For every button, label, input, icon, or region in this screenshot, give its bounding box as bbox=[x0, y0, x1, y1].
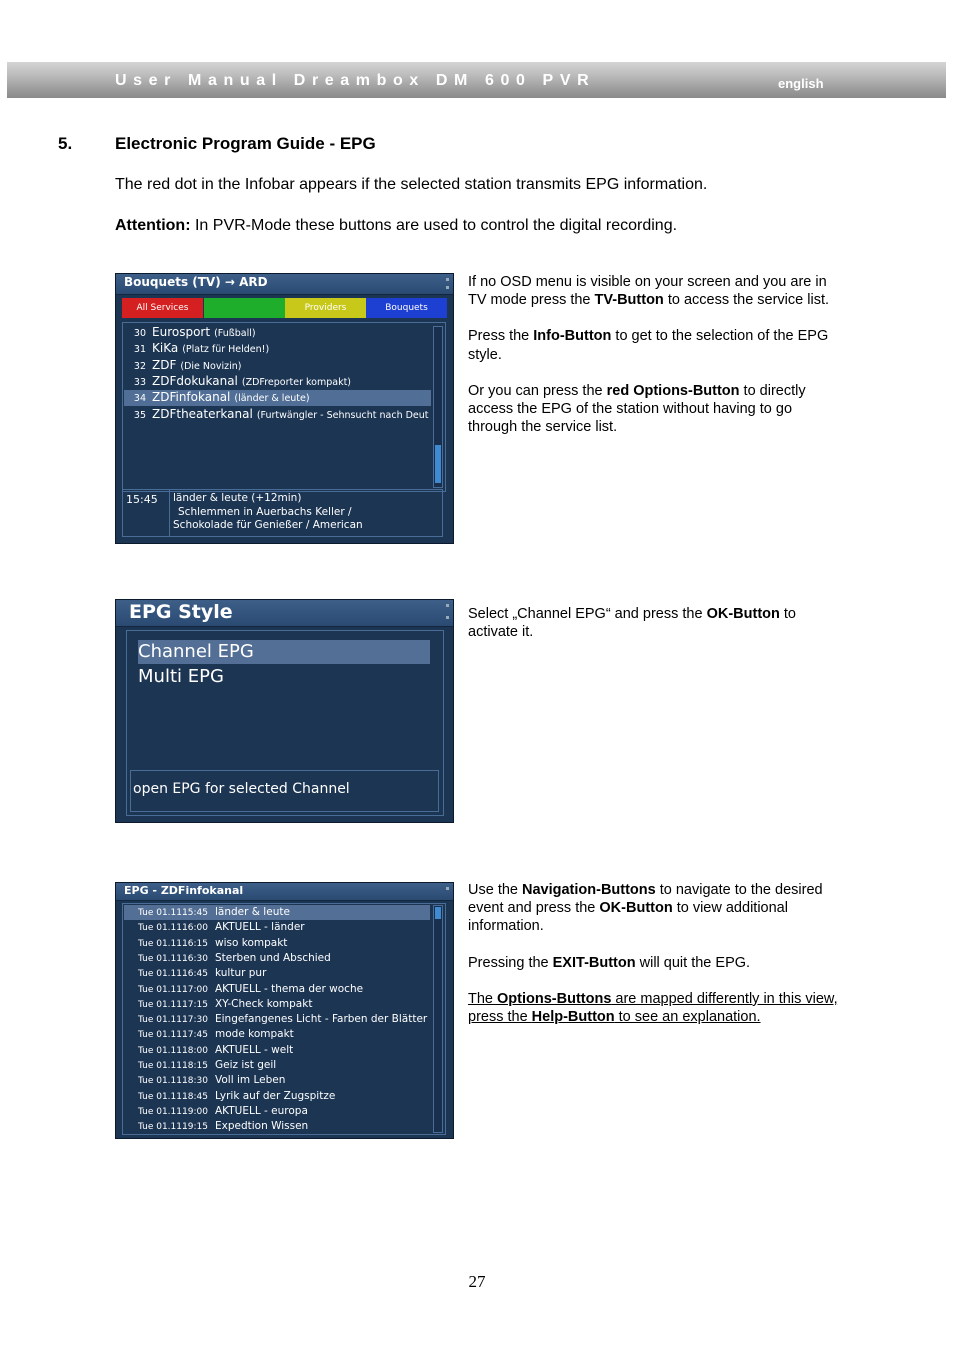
scrollbar-thumb[interactable] bbox=[435, 907, 441, 919]
epg-event-row[interactable] bbox=[124, 1104, 430, 1119]
corner-ornament-icon bbox=[446, 616, 449, 619]
service-event: (Fußball) bbox=[214, 328, 256, 339]
desc-paragraph: If no OSD menu is visible on your screen and you are in TV mode press the TV-Button to access the service list. bbox=[468, 274, 829, 309]
event-date: Tue 01.11. bbox=[138, 938, 185, 949]
channel-epg-description bbox=[468, 881, 840, 1044]
event-title: Sterben und Abschied bbox=[215, 951, 331, 964]
service-name: ZDF bbox=[152, 357, 177, 372]
service-row[interactable] bbox=[124, 390, 431, 406]
corner-ornament-icon bbox=[446, 286, 449, 289]
service-name: KiKa bbox=[152, 341, 179, 356]
section-title: Electronic Program Guide - EPG bbox=[115, 134, 376, 153]
service-event: (ZDFreporter kompakt) bbox=[241, 376, 352, 388]
event-title: AKTUELL - länder bbox=[215, 921, 305, 934]
page-number: 27 bbox=[468, 1272, 486, 1291]
corner-ornament-icon bbox=[446, 604, 449, 607]
epg-event-row[interactable] bbox=[124, 905, 430, 920]
attention-text: In PVR-Mode these buttons are used to control the digital recording. bbox=[190, 217, 678, 234]
service-number: 32 bbox=[133, 360, 146, 372]
channel-epg-title: EPG - ZDFinfokanal bbox=[124, 884, 244, 897]
epg-event-row[interactable] bbox=[124, 1043, 430, 1058]
service-name: ZDFinfokanal bbox=[152, 390, 231, 405]
event-time: 18:45 bbox=[182, 1091, 208, 1102]
event-title: Expedtion Wissen bbox=[215, 1120, 309, 1133]
event-title: Lyrik auf der Zugspitze bbox=[215, 1089, 336, 1102]
epg-event-row[interactable] bbox=[124, 920, 430, 935]
event-date: Tue 01.11. bbox=[138, 1091, 185, 1102]
service-number: 31 bbox=[133, 344, 146, 356]
service-event: (länder & leute) bbox=[234, 393, 310, 405]
event-date: Tue 01.11. bbox=[138, 999, 185, 1010]
epg-event-row[interactable] bbox=[124, 951, 430, 966]
service-name: ZDFtheaterkanal bbox=[152, 406, 253, 421]
epg-style-description bbox=[468, 605, 840, 659]
epg-event-row[interactable] bbox=[124, 1119, 430, 1134]
epg-event-row[interactable] bbox=[124, 997, 430, 1012]
language-label: english bbox=[778, 76, 824, 91]
service-event: (Platz für Helden!) bbox=[182, 344, 270, 356]
event-date: Tue 01.11. bbox=[138, 1015, 185, 1026]
event-time: 18:15 bbox=[182, 1061, 208, 1071]
event-title: mode kompakt bbox=[215, 1028, 294, 1041]
service-row[interactable] bbox=[124, 325, 431, 341]
service-list-title: Bouquets (TV) → ARD bbox=[124, 275, 268, 289]
event-date: Tue 01.11. bbox=[138, 923, 185, 934]
corner-ornament-icon bbox=[446, 278, 449, 281]
intro-paragraph: The red dot in the Infobar appears if the selected station transmits EPG information. bbox=[115, 176, 708, 193]
color-button-1[interactable]: All Services bbox=[122, 298, 203, 318]
epg-event-row[interactable] bbox=[124, 1012, 430, 1027]
event-time: 16:30 bbox=[182, 953, 208, 964]
epg-event-row[interactable] bbox=[124, 1058, 430, 1073]
service-number: 30 bbox=[133, 328, 146, 339]
event-date: Tue 01.11. bbox=[138, 969, 185, 980]
color-button-3[interactable]: Providers bbox=[285, 298, 366, 318]
epg-event-row[interactable] bbox=[124, 1089, 430, 1104]
event-title: Eingefangenes Licht - Farben der Blätter bbox=[215, 1013, 428, 1026]
color-button-2[interactable] bbox=[204, 298, 285, 318]
channel-epg-scrollbar[interactable] bbox=[433, 905, 443, 1133]
service-list-screenshot bbox=[115, 273, 454, 544]
epg-style-hint: open EPG for selected Channel bbox=[133, 781, 350, 797]
service-row[interactable] bbox=[124, 341, 431, 357]
event-time: 18:30 bbox=[182, 1076, 208, 1087]
epg-style-title: EPG Style bbox=[129, 601, 233, 623]
event-time: 17:00 bbox=[182, 984, 208, 995]
event-time: 17:15 bbox=[182, 999, 208, 1010]
event-title: wiso kompakt bbox=[215, 936, 288, 949]
channel-epg-titlebar bbox=[116, 883, 453, 901]
event-title: kultur pur bbox=[215, 967, 267, 980]
event-time: 19:15 bbox=[182, 1122, 208, 1133]
scrollbar-thumb[interactable] bbox=[435, 445, 441, 483]
event-description-line: Schlemmen in Auerbachs Keller / bbox=[178, 506, 352, 518]
desc-paragraph: Pressing the EXIT-Button will quit the EPG. bbox=[468, 954, 751, 971]
event-info-box bbox=[122, 489, 443, 537]
manual-title: User Manual Dreambox DM 600 PVR bbox=[115, 72, 596, 89]
event-time: 16:15 bbox=[182, 938, 208, 949]
epg-style-hint-box bbox=[130, 770, 439, 812]
service-row[interactable] bbox=[124, 407, 431, 423]
event-time: 17:30 bbox=[182, 1015, 208, 1026]
event-time: 18:00 bbox=[182, 1045, 208, 1056]
event-date: Tue 01.11. bbox=[138, 1030, 185, 1041]
event-date: Tue 01.11. bbox=[138, 1061, 185, 1071]
event-date: Tue 01.11. bbox=[138, 1045, 185, 1056]
service-name: ZDFdokukanal bbox=[152, 373, 238, 388]
event-time: 16:45 bbox=[182, 969, 208, 980]
event-time: 16:00 bbox=[182, 923, 208, 934]
epg-event-row[interactable] bbox=[124, 1073, 430, 1088]
service-number: 35 bbox=[133, 409, 146, 421]
service-event: (Furtwängler - Sehnsucht nach Deut bbox=[256, 409, 429, 421]
desc-paragraph: Select „Channel EPG“ and press the OK-Button to activate it. bbox=[468, 606, 796, 641]
event-title: AKTUELL - europa bbox=[215, 1104, 308, 1117]
epg-event-row[interactable] bbox=[124, 936, 430, 951]
service-row[interactable] bbox=[124, 374, 431, 390]
event-title: Voll im Leben bbox=[215, 1074, 286, 1087]
service-number: 33 bbox=[133, 376, 146, 388]
service-name: Eurosport bbox=[152, 325, 211, 339]
attention-label: Attention: bbox=[115, 217, 191, 234]
epg-style-screenshot bbox=[115, 599, 454, 823]
options-help-note: The Options-Buttons are mapped differently in this view, press the Help-Button to see an explanation. bbox=[468, 990, 838, 1026]
event-title: länder & leute bbox=[215, 906, 290, 918]
service-list-scrollbar[interactable] bbox=[433, 326, 443, 488]
epg-style-titlebar bbox=[116, 600, 453, 627]
event-time: 17:45 bbox=[182, 1030, 208, 1041]
epg-style-option[interactable]: Channel EPG bbox=[138, 640, 430, 664]
service-event: (Die Novizin) bbox=[180, 360, 242, 372]
event-title: XY-Check kompakt bbox=[215, 997, 313, 1010]
epg-event-row[interactable] bbox=[124, 982, 430, 997]
event-date: Tue 01.11. bbox=[138, 1106, 185, 1117]
epg-event-row[interactable] bbox=[124, 1027, 430, 1042]
event-title: Geiz ist geil bbox=[215, 1059, 277, 1071]
service-row[interactable] bbox=[124, 358, 431, 374]
desc-paragraph: Or you can press the red Options-Button to directly access the EPG of the station without having to go through the service list. bbox=[468, 382, 806, 436]
event-title: AKTUELL - welt bbox=[215, 1043, 294, 1056]
event-date: Tue 01.11. bbox=[138, 1122, 185, 1133]
event-title: AKTUELL - thema der woche bbox=[215, 982, 364, 995]
event-date: Tue 01.11. bbox=[138, 908, 185, 918]
event-title: länder & leute (+12min) bbox=[173, 492, 302, 504]
section-number: 5. bbox=[58, 134, 73, 153]
info-divider bbox=[169, 490, 170, 536]
service-list-titlebar bbox=[116, 274, 453, 295]
event-date: Tue 01.11. bbox=[138, 1076, 185, 1087]
service-number: 34 bbox=[133, 393, 146, 405]
desc-paragraph: Use the Navigation-Buttons to navigate to the desired event and press the OK-Button to view additional information. bbox=[468, 882, 823, 935]
channel-epg-screenshot bbox=[115, 882, 454, 1139]
event-time: 15:45 bbox=[126, 493, 158, 506]
corner-ornament-icon bbox=[446, 887, 449, 890]
epg-style-option[interactable]: Multi EPG bbox=[138, 666, 224, 687]
event-time: 19:00 bbox=[182, 1106, 208, 1117]
epg-event-row[interactable] bbox=[124, 966, 430, 981]
attention-paragraph bbox=[115, 217, 677, 235]
desc-paragraph: Press the Info-Button to get to the selection of the EPG style. bbox=[468, 328, 829, 363]
event-description-line: Schokolade für Genießer / American bbox=[173, 519, 363, 531]
page-header bbox=[7, 62, 946, 98]
event-date: Tue 01.11. bbox=[138, 953, 185, 964]
color-button-4[interactable]: Bouquets bbox=[366, 298, 447, 318]
event-date: Tue 01.11. bbox=[138, 984, 185, 995]
event-time: 15:45 bbox=[182, 908, 208, 918]
service-list-description bbox=[468, 273, 840, 454]
